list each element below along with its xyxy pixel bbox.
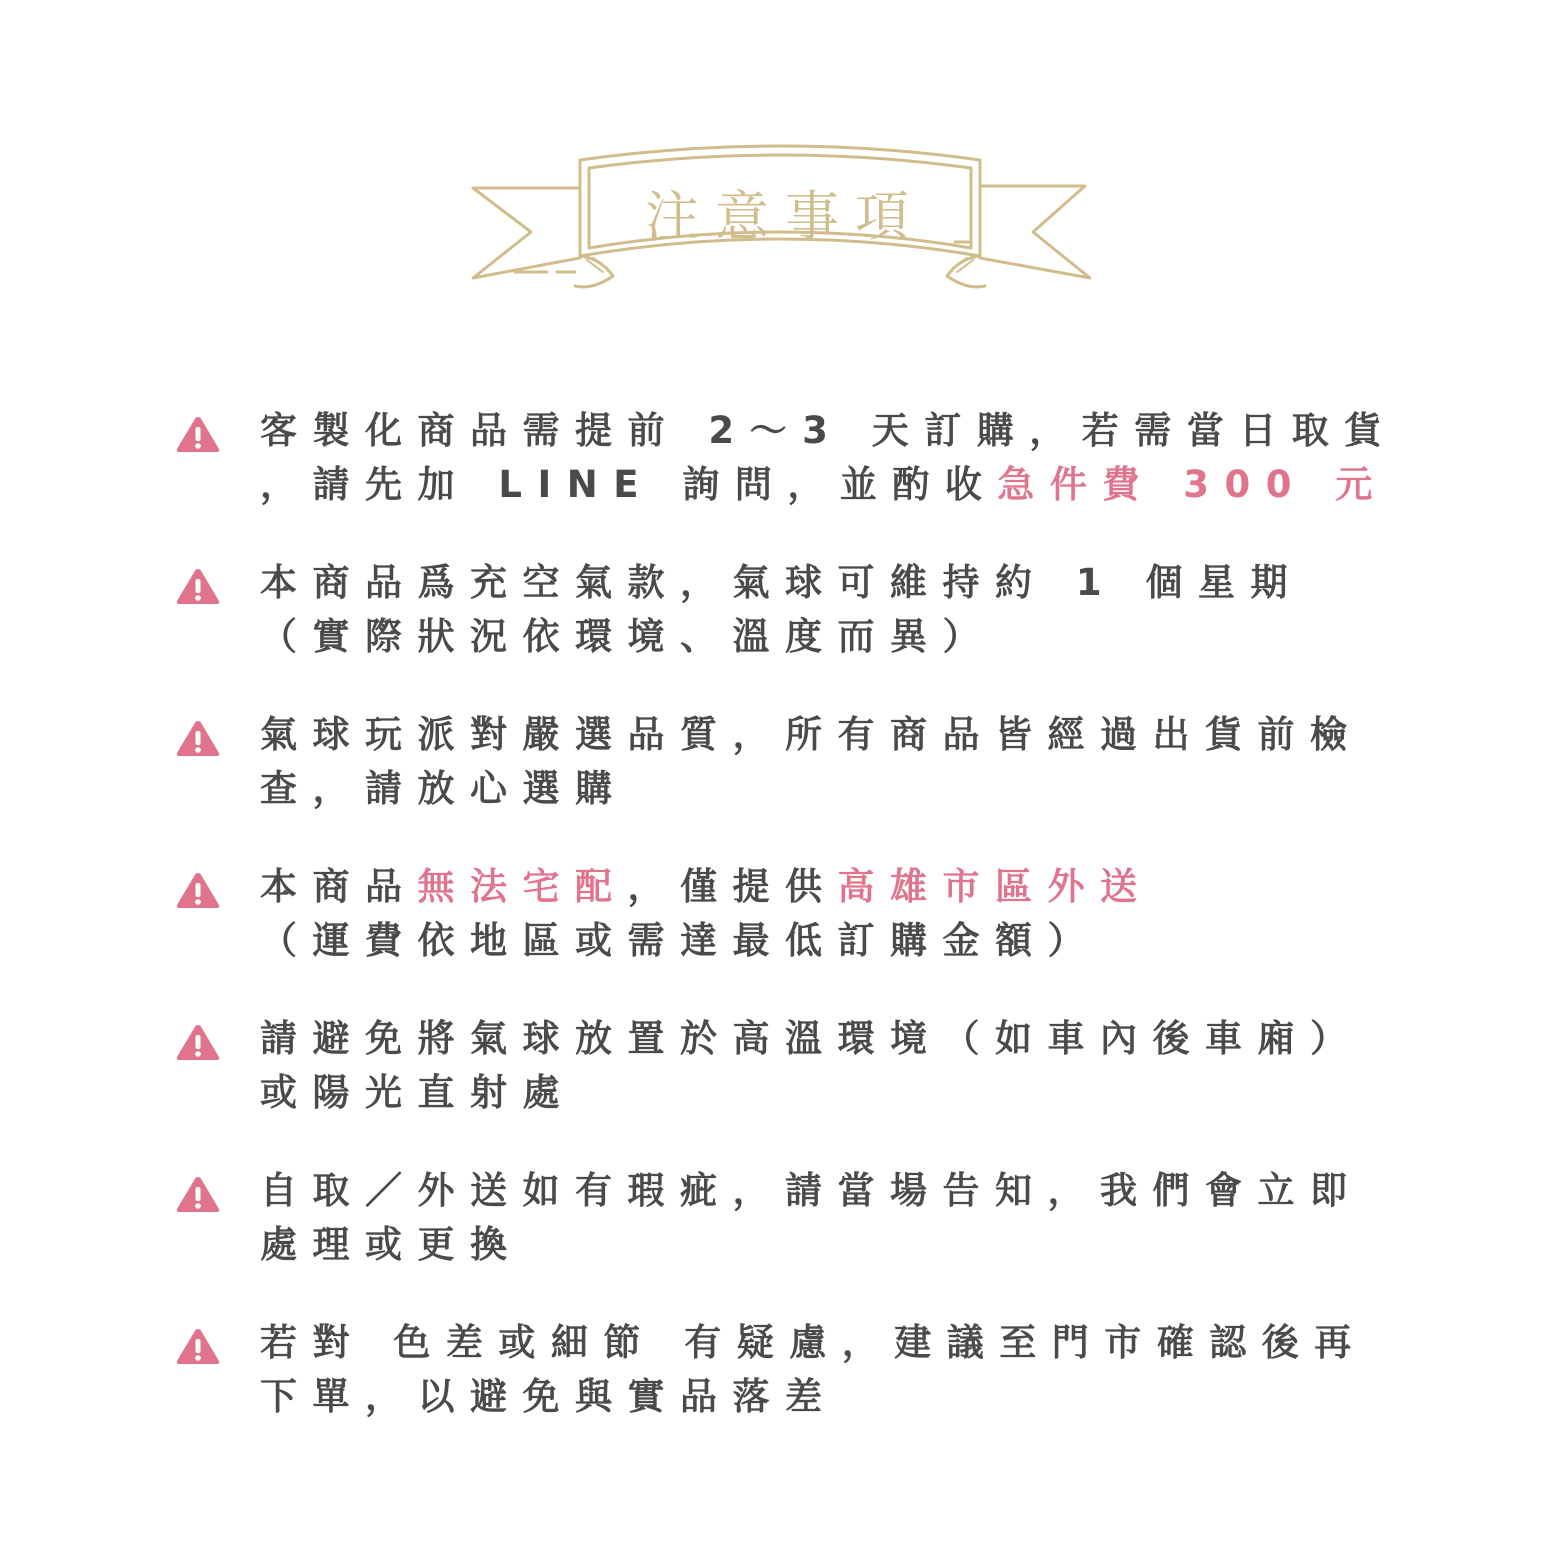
note-segment: （實際狀況依環境、溫度而異） — [260, 615, 995, 658]
note-segment: ，請先加 LINE 詢問，並酌收 — [260, 463, 998, 506]
note-segment: 氣球玩派對嚴選品質，所有商品皆經過出貨前檢 — [260, 713, 1363, 756]
note-line — [260, 914, 1400, 968]
note-segment: （運費依地區或需達最低訂購金額） — [260, 919, 1100, 962]
note-segment: 本商品爲充空氣款，氣球可維持約 1 個星期 — [260, 561, 1304, 604]
note-line — [260, 1066, 1400, 1120]
note-segment: 自取／外送如有瑕疵，請當場告知，我們會立即 — [260, 1169, 1363, 1212]
note-text — [260, 1164, 1400, 1272]
note-line — [260, 1164, 1400, 1218]
note-text — [260, 404, 1400, 512]
note-text — [260, 708, 1400, 816]
note-line — [260, 1316, 1400, 1370]
highlight-text: 高雄市區外送 — [837, 865, 1153, 908]
highlight-text: 無法宅配 — [417, 865, 628, 908]
note-line — [260, 404, 1400, 458]
note-segment: 客製化商品需提前 2～3 天訂購，若需當日取貨 — [260, 409, 1397, 452]
note-segment: 請避免將氣球放置於高溫環境（如車內後車廂） — [260, 1017, 1363, 1060]
note-line — [260, 1370, 1400, 1424]
note-text — [260, 1012, 1400, 1120]
note-segment: 若對 色差或細節 有疑慮，建議至門市確認後再 — [260, 1321, 1367, 1364]
highlight-text: 急件費 300 元 — [997, 463, 1388, 506]
note-text — [260, 1316, 1400, 1424]
warning-icon — [175, 1326, 221, 1366]
note-line — [260, 762, 1400, 816]
note-line — [260, 860, 1400, 914]
note-line — [260, 708, 1400, 762]
note-line — [260, 458, 1400, 512]
page-title: 注意事項 — [645, 185, 925, 248]
note-text — [260, 860, 1400, 968]
title-banner — [465, 140, 1097, 300]
note-segment: ，僅提供 — [627, 865, 838, 908]
note-segment: 本商品 — [260, 865, 418, 908]
warning-icon — [175, 1022, 221, 1062]
note-text — [260, 556, 1400, 664]
warning-icon — [175, 718, 221, 758]
note-segment: 處理或更換 — [260, 1223, 523, 1266]
warning-icon — [175, 1174, 221, 1214]
note-segment: 或陽光直射處 — [260, 1071, 575, 1114]
warning-icon — [175, 414, 221, 454]
note-line — [260, 610, 1400, 664]
note-segment: 下單，以避免與實品落差 — [260, 1375, 838, 1418]
note-segment: 查，請放心選購 — [260, 767, 628, 810]
warning-icon — [175, 870, 221, 910]
note-line — [260, 1218, 1400, 1272]
warning-icon — [175, 566, 221, 606]
note-line — [260, 556, 1400, 610]
note-line — [260, 1012, 1400, 1066]
